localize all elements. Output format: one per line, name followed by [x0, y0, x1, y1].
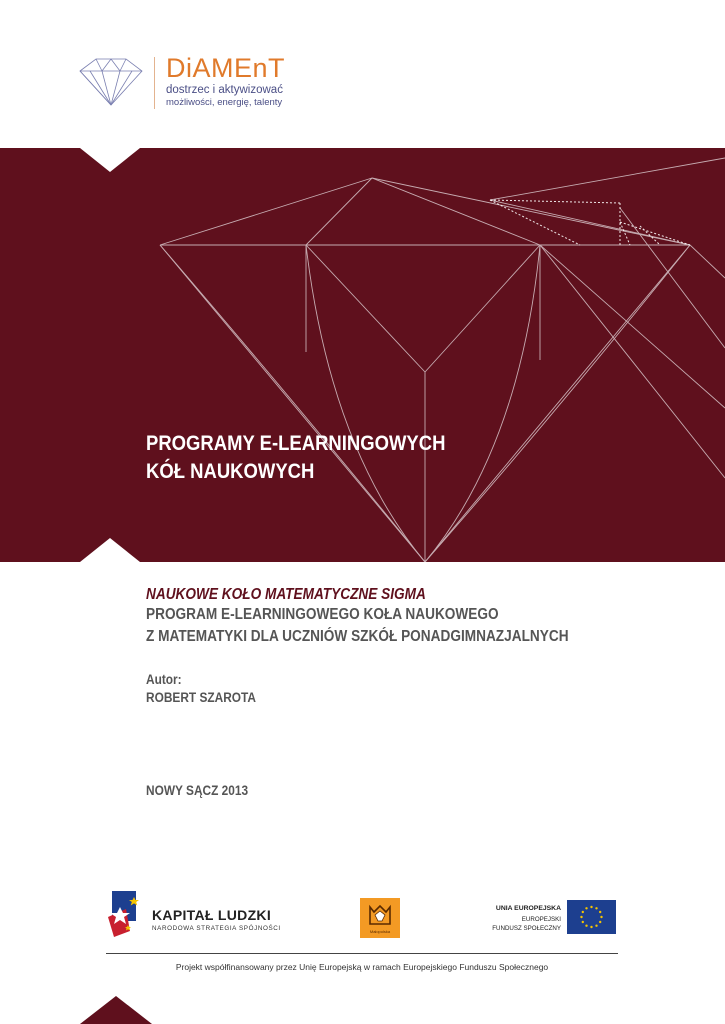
title-line-2: KÓŁ NAUKOWYCH [146, 460, 315, 483]
program-title-line-2: Z MATEMATYKI DLA UCZNIÓW SZKÓŁ PONADGIMNAZJALNYCH [146, 628, 569, 645]
eu-flag-icon [567, 900, 616, 934]
logo-tagline-2: możliwości, energię, talenty [166, 97, 283, 108]
author-label: Autor: [146, 672, 182, 687]
diamond-line-illustration [0, 148, 725, 562]
eu-label-1: UNIA EUROPEJSKA [495, 905, 561, 912]
logo-name: DiAMEnT [166, 53, 286, 83]
cofinancing-note: Projekt współfinansowany przez Unię Europejską w ramach Europejskiego Funduszu Społecznego [175, 962, 549, 972]
malopolska-label: Małopolska [369, 929, 391, 934]
circle-name: NAUKOWE KOŁO MATEMATYCZNE SIGMA [146, 586, 426, 603]
banner-notch-top [80, 148, 140, 172]
logo-divider [154, 57, 155, 109]
eu-label-2: EUROPEJSKI [521, 916, 561, 923]
logo-tagline-1: dostrzec i aktywizować [166, 84, 283, 96]
kapital-ludzki-emblem-icon [106, 891, 148, 939]
document-title [146, 430, 445, 486]
kapital-ludzki-subtitle: NARODOWA STRATEGIA SPÓJNOŚCI [152, 925, 281, 932]
footer-corner-triangle [80, 996, 152, 1024]
eu-label-3: FUNDUSZ SPOŁECZNY [492, 925, 561, 932]
kapital-ludzki-name: KAPITAŁ LUDZKI [152, 907, 272, 923]
author-name: ROBERT SZAROTA [146, 690, 256, 705]
banner-notch-bottom [80, 538, 140, 562]
footer-divider [106, 953, 618, 954]
program-title-line-1: PROGRAM E-LEARNINGOWEGO KOŁA NAUKOWEGO [146, 606, 499, 623]
diament-diamond-icon [78, 55, 144, 107]
title-banner [0, 148, 725, 562]
title-line-1: PROGRAMY E-LEARNINGOWYCH [146, 432, 446, 455]
place-date: NOWY SĄCZ 2013 [146, 783, 249, 798]
